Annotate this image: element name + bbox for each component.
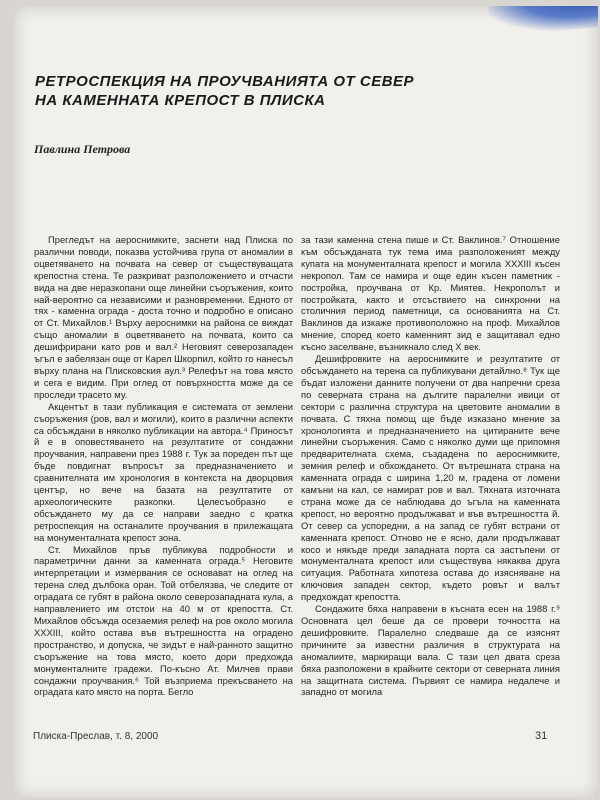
page-number: 31 (535, 730, 548, 742)
title-line-2: НА КАМЕННАТА КРЕПОСТ В ПЛИСКА (35, 92, 326, 109)
title-line-1: РЕТРОСПЕКЦИЯ НА ПРОУЧВАНИЯТА ОТ СЕВЕР (35, 73, 415, 90)
journal-page (14, 6, 598, 798)
page-corner-artifact (486, 6, 598, 38)
paragraph: Прегледът на аерoснимките, заснети над Плиска по различни поводи, показва устойчива група от аномалии в оцветяването на почвата на север от съществуващата крепостна стена. Те разкриват разположението и отчасти вида на две неразкопани още линейни съоръжения, които най-вероятно са независими и разновременни. Едното от тях - каменна ограда - доста точно и подробно е описано от Ст. Михайлов.¹ Върху аерoснимки на района се виждат също аномалии в оцветяването на почвата, които са дешифрирани като ров и вал.² Неговият северозападен ъгъл е забелязан още от Карел Шкорпил, който го нанесъл върху плана на Плисковския аул.³ Релефът на това място и сега е видим. При оглед от повърхността може да се проследи трасето му. (34, 234, 293, 400)
journal-citation: Плиска-Преслав, т. 8, 2000 (33, 731, 159, 742)
text-column-right (301, 234, 560, 698)
paragraph: за тази каменна стена пише и Ст. Ваклинов.⁷ Отношение към обсъжданата тук тема има разположеният между купата на монументалната крепост и могила XXXIII късен некропол. Там се намира и още един късен паметник - постройка, проучвана от Кр. Миятев. Некрополът и постройката, както и отсъствието на синхронни на столичния период паметници, са основанията на Ст. Ваклинов да изкаже противоположно на проф. Михайлов мнение, според което каменният зид е защитавал едно късно заселване, възникнало след X век. (301, 234, 560, 353)
author-name: Павлина Петрова (34, 142, 131, 156)
paragraph: Ст. Михайлов пръв публикува подробности и параметрични данни за каменната ограда.⁵ Неговите интерпретации и измервания се основават на оглед на терена след дълбока оран. Той отбелязва, че следите от оградата се губят в района около северозападната кула, а направлението им отстои на 40 м от крепостта. Ст. Михайлов обсъжда осезаемия релеф на ров около могила XXXIII, който остава във вътрешността на оградено пространство, и допуска, че зидът е най-ранното защитно съоръжение на това място, което дори предхожда монументалните градежи. По-късно Ат. Милчев прави сондажни проучвания.⁶ Той възприема прекъсването на оградата като място на порта. Бегло (34, 543, 293, 698)
article-title (35, 72, 555, 110)
paragraph: Акцентът в тази публикация е системата от землени съоръжения (ров, вал и могили), които в различни аспекти са обсъждани в няколко публикации на автора.⁴ Приносът й е в оповестяването на резултатите от сондажни проучвания, направени през 1988 г. Тук за пореден път ще бъде повдигнат въпросът за предназначението и сравнителната им хронология в контекста на дворцовия център, но вече на базата на резултатите от археологическите разкопки. Целесъобразно е обсъждането му да се направи заедно с кратка ретроспекция на останалите проучвания в прилежащата на монументалната крепост зона. (34, 400, 293, 543)
text-column-left (34, 234, 293, 698)
paragraph: Сондажите бяха направени в късната есен на 1988 г.⁹ Основната цел беше да се провери точността на дешифровките. Паралелно следваше да се изяснят причините за известни различия в структурата на аномалиите, маркиращи вала. С тази цел двата среза бяха разположени в крайните сектори от северната линия на защитната система. Първият се намира недалече и западно от могила (301, 603, 560, 698)
paragraph: Дешифровките на аерoснимките и резултатите от обсъждането на терена са публикувани детайлно.⁸ Тук ще бъдат изложени данните получени от два напречни среза по северната страна на дългите паралелни ивици от сектори с различна структура на цветовите аномалии в почвата. С тяхна помощ ще бъде изказано мнение за хронологията и предназначението на цитираните вече линейни съоръжения. Само с няколко думи ще припомня предварителната схема, създадена по аерoснимките, земния релеф и обхождането. От вътрешната страна на каменната ограда с ширина 1,20 м, градена от ломени камъни на кал, се намират ров и вал. Тяхната източната страна може да се наблюдава до ъгъла на каменната крепост, но вероятно продължават и във вътрешността й. От север са успоредни, а на запад се губят встрани от каменната крепост. Отново не е ясно, дали продължават косо и някъде преди западната порта са застъпени от монументалната крепост или съществува някаква друга ситуация. Работната хипотеза остава до изясняване на ключовия западен сектор, където ровът и валът предхождат крепостта. (301, 353, 560, 603)
